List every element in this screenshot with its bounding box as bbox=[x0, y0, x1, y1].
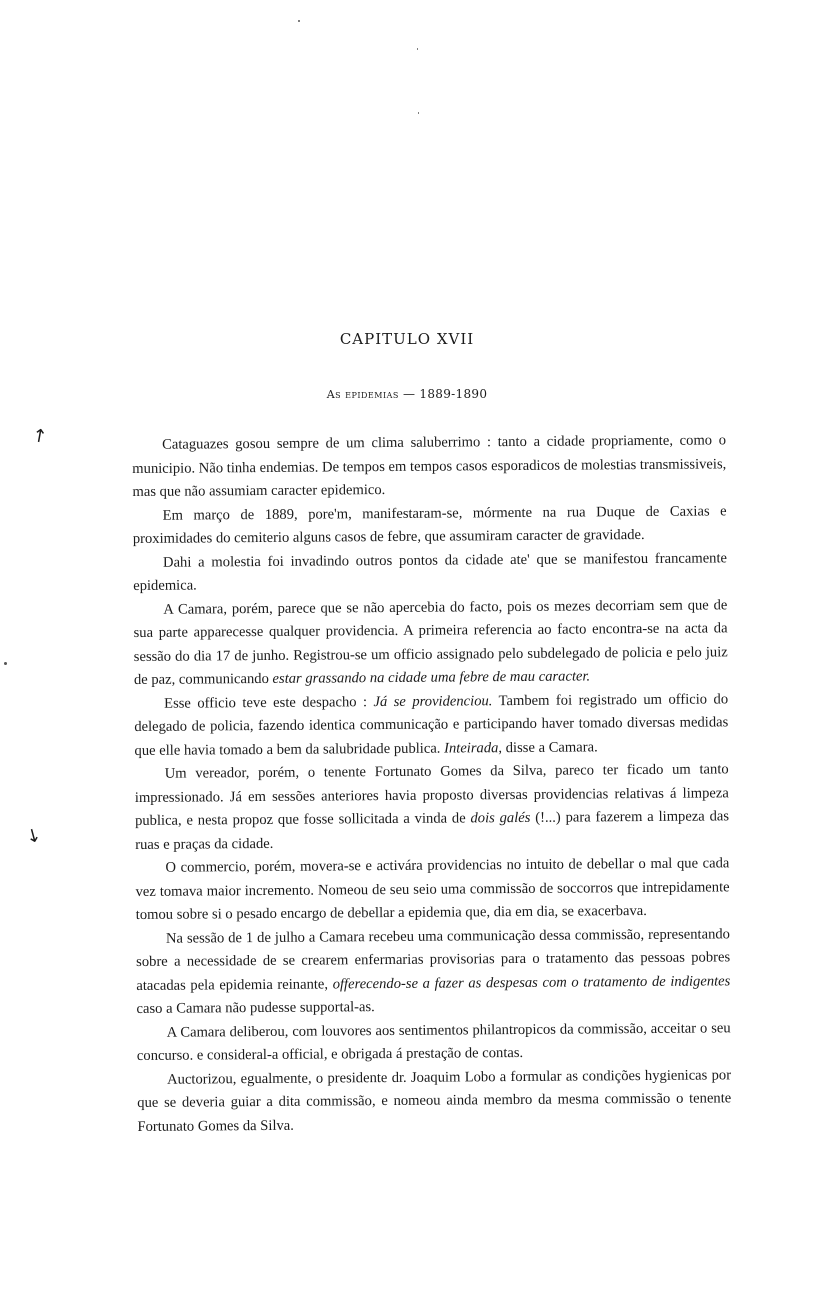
paragraph-text-segment: Tambem foi registrado um officio do delegado de policia, fazendo identica communicação e participando haver tomado diversas medidas que elle havia tomado a bem da salubridade publica. bbox=[134, 690, 729, 759]
chapter-subtitle-years: — 1889-1890 bbox=[398, 387, 488, 401]
print-speck bbox=[418, 112, 419, 114]
paragraph-text-segment: Auctorizou, egualmente, o presidente dr. Joaquim Lobo a formular as condições hygienicas por que se deveria guiar a dita commissão, e nomeou ainda membro da mesma commissão o tenente Fortunato Gomes da Silva. bbox=[137, 1066, 732, 1135]
paragraph-text-segment: Um vereador, porém, o tenente Fortunato Gomes da Silva, pareco ter ficado um tanto impressionado. Já em sessões anteriores havia proposto diversas providencias relativas á limpeza publica, e nesta propoz que fosse sollicitada a vinda de bbox=[134, 761, 729, 829]
body-paragraph bbox=[132, 429, 727, 504]
print-speck bbox=[4, 662, 7, 665]
paragraph-text-segment: A Camara deliberou, com louvores aos sentimentos philantropicos da commissão, acceitar o seu concurso. e consideral-a official, e obrigada á prestação de contas. bbox=[136, 1019, 731, 1064]
paragraph-text-segment: Em março de 1889, pore'm, manifestaram-se, mórmente na rua Duque de Caxias e proximidades do cemiterio alguns casos de febre, que assumiram caracter de gravidade. bbox=[132, 502, 727, 547]
margin-pencil-mark-top: ↑ bbox=[30, 424, 49, 449]
italic-quote-segment: estar grassando na cidade uma febre de mau caracter. bbox=[272, 668, 591, 687]
paragraph-text-segment: A Camara, porém, parece que se não apercebia do facto, pois os mezes decorriam sem que de sua parte apparecesse qualquer providencia. A primeira referencia ao facto encontra-se na acta da sessão do dia 17 de junho. Registrou-se um officio assignado pelo subdelegado de policia e pelo juiz de paz, communicando bbox=[133, 596, 728, 688]
body-paragraph bbox=[137, 1017, 731, 1069]
chapter-subtitle-topic: As epidemias bbox=[326, 388, 399, 401]
paragraph-text-segment: Esse officio teve este despacho : bbox=[164, 693, 374, 712]
paragraph-text-segment: caso a Camara não pudesse supportal-as. bbox=[136, 999, 375, 1017]
body-paragraph bbox=[136, 923, 731, 1022]
chapter-body-text bbox=[132, 429, 732, 1139]
italic-quote-segment: offerecendo-se a fazer as despesas com o tratamento de indigentes bbox=[332, 972, 731, 992]
chapter-title: CAPITULO XVII bbox=[339, 330, 475, 348]
paragraph-text-segment: Cataguazes gosou sempre de um clima saluberrimo : tanto a cidade propriamente, como o municipio. Não tinha endemias. De tempos em tempos casos esporadicos de molestias transmissiveis, mas que não assumiam caracter epidemico. bbox=[132, 432, 727, 500]
paragraph-text-segment: disse a Camara. bbox=[501, 738, 598, 756]
italic-quote-segment: dois galés bbox=[470, 809, 531, 827]
margin-pencil-mark-bottom: ↓ bbox=[23, 824, 44, 849]
paragraph-text-segment: O commercio, porém, movera-se e activára providencias no intuito de debellar o mal que cada vez tomava maior incremento. Nomeou de seu seio uma commissão de soccorros que intrepidamente tomou sobre si o pesado encargo de debellar a epidemia que, dia em dia, se exacerbava. bbox=[135, 855, 730, 923]
paragraph-text-segment: Dahi a molestia foi invadindo outros pontos da cidade ate' que se manifestou francamente epidemica. bbox=[133, 549, 728, 594]
print-speck bbox=[298, 20, 300, 22]
body-paragraph bbox=[135, 852, 730, 927]
body-paragraph bbox=[137, 1064, 732, 1139]
body-paragraph bbox=[133, 594, 728, 693]
italic-quote-segment: Inteirada, bbox=[444, 739, 503, 757]
print-speck bbox=[417, 48, 418, 50]
italic-quote-segment: Já se providenciou. bbox=[373, 692, 493, 710]
body-paragraph bbox=[134, 688, 729, 763]
body-paragraph bbox=[133, 547, 727, 599]
chapter-subtitle bbox=[0, 387, 814, 401]
paragraph-text-segment: Na sessão de 1 de julho a Camara recebeu uma communicação dessa commissão, representando sobre a necessidade de se crearem enfermarias provisorias para o tratamento das pessoas pobres atacadas pela epidemia reinante, bbox=[136, 925, 731, 994]
paragraph-text-segment: (!...) para fazerem a limpeza das ruas e praças da cidade. bbox=[135, 808, 730, 853]
body-paragraph bbox=[135, 758, 730, 857]
body-paragraph bbox=[133, 500, 727, 552]
